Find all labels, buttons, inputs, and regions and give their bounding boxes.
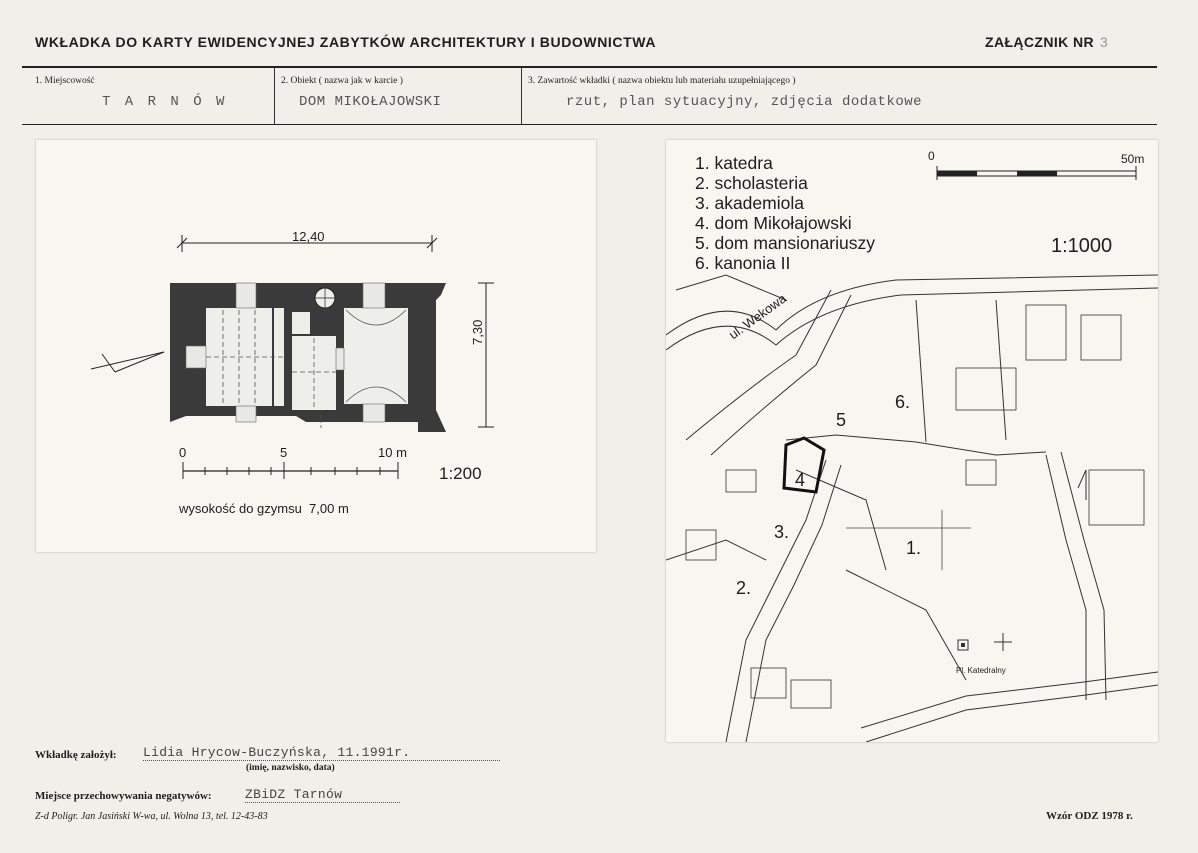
prepared-by-label: Wkładkę założył: xyxy=(35,749,117,761)
legend-item-1: 1. katedra xyxy=(695,153,773,173)
plot-label-6: 6. xyxy=(895,392,911,412)
plot-label-3: 3. xyxy=(774,522,790,542)
object-label: 2. Obiekt ( nazwa jak w karcie ) xyxy=(281,76,403,86)
site-scale-start: 0 xyxy=(928,149,935,163)
field-divider-2 xyxy=(521,68,522,124)
legend-item-5: 5. dom mansionariuszy xyxy=(695,233,875,253)
annex-number: 3 xyxy=(1100,34,1109,50)
form-title: WKŁADKA DO KARTY EWIDENCYJNEJ ZABYTKÓW ARCHITEKTURY I BUDOWNICTWA xyxy=(35,34,657,50)
locality-label: 1. Miejscowość xyxy=(35,76,95,86)
printer-imprint: Z-d Poligr. Jan Jasiński W-wa, ul. Wolna 13, tel. 12-43-83 xyxy=(35,811,268,822)
plot-label-2: 2. xyxy=(736,578,752,598)
content-value: rzut, plan sytuacyjny, zdjęcia dodatkowe xyxy=(566,94,923,110)
annex-label-text: ZAŁĄCZNIK NR xyxy=(985,34,1095,50)
floor-plan-sheet xyxy=(36,140,596,552)
legend-item-3: 3. akademiola xyxy=(695,193,804,213)
plot-label-5: 5 xyxy=(836,410,847,430)
prepared-by-line xyxy=(143,743,500,761)
header-rule-bottom xyxy=(22,124,1157,125)
site-plan-map xyxy=(666,140,1158,742)
site-plan-sheet xyxy=(666,140,1158,742)
legend-item-4: 4. dom Mikołajowski xyxy=(695,213,852,233)
square-label: Pl. Katedralny xyxy=(956,666,1006,675)
floor-plan-drawing xyxy=(36,140,596,552)
site-plan-scale: 1:1000 xyxy=(1051,235,1113,257)
scale-tick-5: 5 xyxy=(280,445,288,460)
locality-value: T A R N Ó W xyxy=(102,94,228,110)
object-value: DOM MIKOŁAJOWSKI xyxy=(299,94,442,110)
scale-tick-10: 10 m xyxy=(378,445,407,460)
prepared-by-value: Lidia Hrycow-Buczyńska, 11.1991r. xyxy=(143,745,500,761)
cornice-height-note: wysokość do gzymsu 7,00 m xyxy=(179,501,349,516)
content-label: 3. Zawartość wkładki ( nazwa obiektu lub materiału uzupełniającego ) xyxy=(528,76,796,86)
negatives-storage-line xyxy=(245,785,400,803)
legend-item-6: 6. kanonia II xyxy=(695,253,791,273)
field-divider-1 xyxy=(274,68,275,124)
legend-item-2: 2. scholasteria xyxy=(695,173,808,193)
form-version: Wzór ODZ 1978 r. xyxy=(1046,810,1133,822)
plot-label-4: 4 xyxy=(795,470,806,490)
plot-label-1: 1. xyxy=(906,538,922,558)
width-dimension-label: 12,40 xyxy=(292,229,325,244)
site-scale-end: 50m xyxy=(1121,152,1145,166)
scale-tick-0: 0 xyxy=(179,445,187,460)
depth-dimension-label: 7,30 xyxy=(470,319,485,345)
prepared-by-hint: (imię, nazwisko, data) xyxy=(246,763,335,773)
street-label: ul. Wekowa xyxy=(726,290,789,343)
negatives-storage-value: ZBiDZ Tarnów xyxy=(245,787,400,803)
annex-label xyxy=(985,34,1108,50)
header-rule-top xyxy=(22,66,1157,68)
floor-plan-scale: 1:200 xyxy=(439,464,482,483)
negatives-storage-label: Miejsce przechowywania negatywów: xyxy=(35,790,212,802)
